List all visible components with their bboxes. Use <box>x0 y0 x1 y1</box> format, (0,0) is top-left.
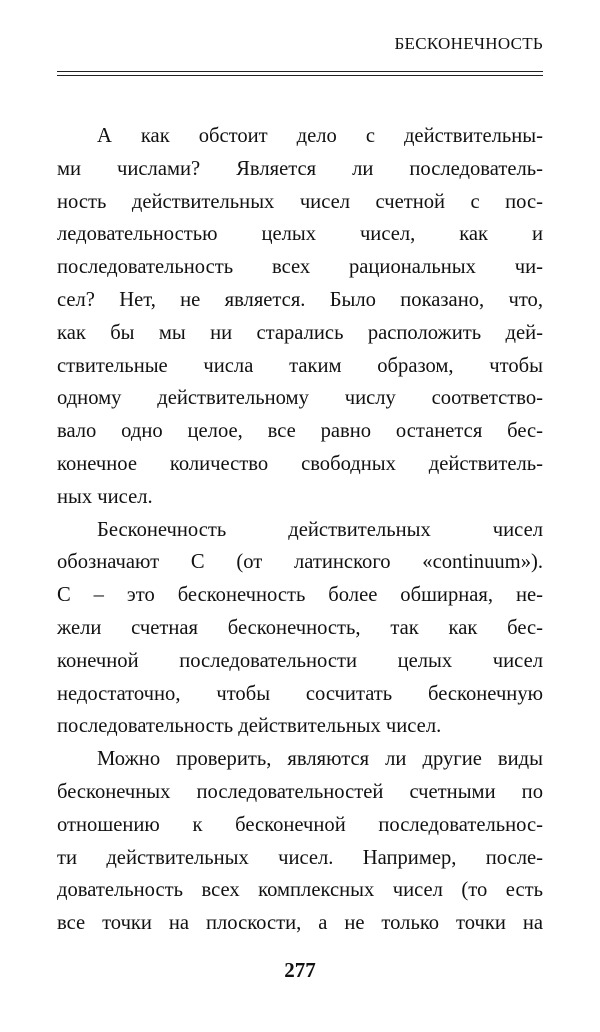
text-line: довательность всех комплексных чисел (то есть <box>57 879 543 902</box>
text-line: бесконечных последовательностей счетными по <box>57 780 543 803</box>
text-line: отношению к бесконечной последовательнос- <box>57 813 543 836</box>
text-line: ствительные числа таким образом, чтобы <box>57 354 543 377</box>
text-line: последовательность действительных чисел. <box>57 715 442 738</box>
text-line: ность действительных чисел счетной с пос- <box>57 190 543 213</box>
paragraph <box>57 120 543 514</box>
text-line: ледовательностью целых чисел, как и <box>57 223 543 246</box>
text-line: обозначают С (от латинского «continuum»). <box>57 551 543 574</box>
text-line: А как обстоит дело с действительны- <box>97 125 543 147</box>
text-line: С – это бесконечность более обширная, не- <box>57 584 543 607</box>
text-line: ных чисел. <box>57 485 153 508</box>
text-line: ми числами? Является ли последователь- <box>57 157 543 180</box>
text-line: как бы мы ни старались расположить дей- <box>57 321 543 344</box>
text-line: одному действительному числу соответство- <box>57 387 543 410</box>
text-line: конечное количество свободных действитель- <box>57 452 543 475</box>
text-line: сел? Нет, не является. Было показано, что, <box>57 288 543 311</box>
text-line: Бесконечность действительных чисел <box>97 518 543 541</box>
paragraph <box>57 514 543 744</box>
text-line: все точки на плоскости, а не только точки на <box>57 912 543 935</box>
header-rule-bottom <box>57 75 543 76</box>
text-line: Можно проверить, являются ли другие виды <box>97 748 543 771</box>
text-line: вало одно целое, все равно останется бес- <box>57 420 543 443</box>
text-line: ти действительных чисел. Например, после- <box>57 846 543 869</box>
text-line: последовательность всех рациональных чи- <box>57 256 543 279</box>
running-header: БЕСКОНЕЧНОСТЬ <box>394 34 543 53</box>
text-line: конечной последовательности целых чисел <box>57 649 543 672</box>
text-line: жели счетная бесконечность, так как бес- <box>57 616 543 639</box>
body-text <box>57 120 543 940</box>
page-number: 277 <box>284 958 316 982</box>
paragraph <box>57 743 543 940</box>
header-rule-top <box>57 71 543 72</box>
text-line: недостаточно, чтобы сосчитать бесконечную <box>57 682 543 705</box>
